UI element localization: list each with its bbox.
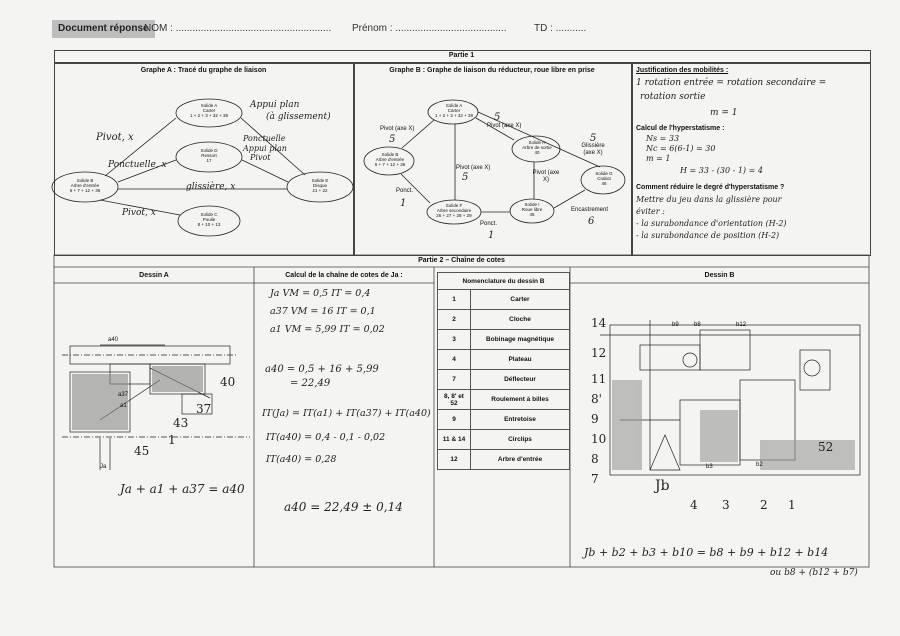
dessin-b-part-number: 8' [591,392,602,406]
nomenclature-row [438,450,570,470]
prenom-field[interactable]: Prénom : ........................................ [352,23,507,34]
dessin-b-part-number: 11 [591,372,607,386]
graph-b-node-g-label: Solide G Crabot 46 [595,171,613,186]
graph-b-hw: 1 [488,230,495,241]
dessin-a-part-number: 1 [168,433,176,447]
dessin-a-label: a40 [108,337,119,343]
graph-a-node-e-label: Solide E Disque 21 + 22 [311,178,329,193]
graph-a-hw-ponctuelle-2: Ponctuelle [243,134,286,143]
calcul-hw: IT(a40) = 0,4 - 0,1 - 0,02 [266,432,386,443]
graph-b-liaison: Glissière (axe X) [581,143,605,156]
partie2-title: Partie 2 – Chaîne de cotes [418,257,505,264]
justif-hw-1: 1 rotation entrée = rotation secondaire = [636,78,827,88]
dessin-b-part-number: 4 [690,498,698,512]
graph-b-liaison: Ponct. [480,221,498,227]
td-field[interactable]: TD : ........... [534,23,587,34]
graph-a-hw-pivot-2: Pivot [250,153,271,162]
graph-a-node-d-label: Solide D Ressort 17 [200,148,218,163]
reduire-hw-4: - la surabondance de position (H-2) [636,231,780,240]
dessin-a-hw-chain: Ja + a1 + a37 = a40 [120,482,245,496]
reduire-title: Comment réduire le degré d'hyperstatisme ? [636,184,785,191]
graph-b-hw: 6 [588,216,595,227]
nomenclature-row [438,290,570,310]
graph-b-liaison: Pivot (axe X) [532,170,560,183]
dessin-a-part-number: 43 [173,416,189,430]
calcul-hw: IT(a40) = 0,28 [266,454,337,465]
nomenclature-number: 3 [438,330,471,350]
nomenclature-number: 12 [438,450,471,470]
dessin-b-hw-chain: Jb + b2 + b3 + b10 = b8 + b9 + b12 + b14 [584,546,829,559]
nomenclature-number: 1 [438,290,471,310]
graph-a-hw-appui: Appui plan [250,100,300,110]
dessin-a-label: Ja [100,464,107,470]
hyper-hw-m: m = 1 [646,154,671,163]
graph-b-node-h-label: Solide H Arbre de sortie 40 [522,140,552,155]
graph-b-node-a-label: Solide A Carter 1 + 2 + 3 + 32 + 38 [434,103,474,118]
dessin-b-part-number: 7 [591,472,599,486]
graph-a-hw-appui-2: Appui plan [243,144,287,153]
justif-title: Justification des mobilités : [636,67,729,74]
graph-b-node-i-label: Solide I Roue libre 45 [521,202,543,217]
dessin-b-part-number: 9 [591,412,599,426]
nomenclature-designation: Arbre d'entrée [471,450,570,470]
reduire-hw-2: éviter : [636,207,665,216]
graph-a-hw-glissiere: glissière, x [186,182,236,192]
nomenclature-designation: Circlips [471,430,570,450]
nomenclature-designation: Cloche [471,310,570,330]
graph-a-edge [242,160,288,182]
dessin-b-part-number: 8 [591,452,599,466]
graph-a-hw-pivot-3: Pivot, x [122,208,156,218]
dessin-a-label: a1 [120,403,127,409]
dessin-b-hatch [760,440,855,470]
graph-b-hw: 5 [389,134,396,145]
dessin-a-part-number: 45 [134,444,150,458]
graph-a-hw-pivot: Pivot, x [96,132,134,143]
dessin-a-hatch [72,374,128,430]
graph-b-title: Graphe B : Graphe de liaison du réducteur, roue libre en prise [389,67,595,74]
nomenclature-row [438,310,570,330]
nomenclature-number: 4 [438,350,471,370]
justif-hw-2: rotation sortie [640,92,706,102]
partie1-title: Partie 1 [448,52,475,59]
nomenclature-row [438,370,570,390]
nomenclature-title: Nomenclature du dessin B [438,273,570,290]
graph-a-node-a-label: Solide A Carter 1 + 2 + 3 + 32 + 38 [189,103,229,118]
dessin-b-hw-alt: ou b8 + (b12 + b7) [770,568,858,578]
calcul-hw: IT(Ja) = IT(a1) + IT(a37) + IT(a40) [262,408,431,419]
calcul-hw: a1 VM = 5,99 IT = 0,02 [270,324,385,335]
dessin-b-part-number: 1 [788,498,796,512]
graph-a-hw-ponctuelle: Ponctuelle, x [108,160,167,170]
nomenclature-row [438,410,570,430]
reduire-hw-3: - la surabondance d'orientation (H-2) [636,219,787,228]
document-tag: Document réponse [52,20,155,38]
dessin-a-label: a37 [118,392,129,398]
dessin-b-part-number: 2 [760,498,768,512]
dessin-b-part-number: 14 [591,316,607,330]
nomenclature-number: 7 [438,370,471,390]
nomenclature-row [438,390,570,410]
dessin-b-title: Dessin B [704,272,735,279]
dessin-b-dim: b8 [694,322,701,328]
dessin-b-hatch [700,410,738,462]
dessin-a-part-number: 40 [220,375,236,389]
dessin-b-dim: b2 [756,462,763,468]
graph-b-edge [402,120,434,148]
dessin-a-hatch [152,366,203,392]
nomenclature-number: 2 [438,310,471,330]
graph-a-node-c-label: Solide C Poulie 8 + 10 + 13 [197,212,221,227]
dessin-a-part-number: 37 [196,402,212,416]
dessin-b-part-number: 12 [591,346,607,360]
hyper-hw-h: H = 33 - (30 - 1) = 4 [680,166,763,175]
graph-a-hw-glissement: (à glissement) [266,112,331,122]
nomenclature-designation: Déflecteur [471,370,570,390]
hyper-title: Calcul de l'hyperstatisme : [636,125,725,132]
nomenclature-number: 11 & 14 [438,430,471,450]
nomenclature-designation: Bobinage magnétique [471,330,570,350]
calcul-title: Calcul de la chaîne de cotes de Ja : [285,272,403,279]
nom-field[interactable]: NOM : ........................................................ [144,23,332,34]
calcul-hw: a37 VM = 16 IT = 0,1 [270,306,376,317]
graph-b-node-b-label: Solide B Arbre d'entrée 6 + 7 + 12 + 36 [374,152,406,167]
graph-b-hw: 5 [462,172,469,183]
calcul-hw: Ja VM = 0,5 IT = 0,4 [270,288,371,299]
nomenclature-number: 9 [438,410,471,430]
graph-b-liaison: Pivot (axe X) [456,165,491,171]
dessin-a-title: Dessin A [139,272,169,279]
nomenclature-designation: Roulement à billes [471,390,570,410]
calcul-hw: a40 = 22,49 ± 0,14 [284,500,403,514]
calcul-hw: a40 = 0,5 + 16 + 5,99 [265,364,379,375]
justif-hw-3: m = 1 [710,108,738,118]
nomenclature-row [438,350,570,370]
nomenclature-designation: Plateau [471,350,570,370]
nomenclature-number: 8, 8' et 52 [438,390,471,410]
nomenclature-designation: Carter [471,290,570,310]
graph-b-liaison: Pivot (axe X) [380,126,415,132]
graph-b-edge [554,190,585,208]
graph-b-liaison: Encastrement [571,207,609,213]
nomenclature-row [438,430,570,450]
graph-b-hw: 5 [494,112,501,123]
dessin-b-hatch [612,380,642,470]
dessin-b-part-number: 3 [722,498,730,512]
dessin-b-part-number: 10 [591,432,607,446]
nomenclature-table [437,272,570,470]
dessin-b-dim: b9 [672,322,679,328]
graph-b-node-f-label: Solide F Arbre secondaire 26 + 27 + 28 + 29 [436,203,472,218]
dessin-b-dim: b3 [706,464,713,470]
graph-b-liaison: Ponct. [396,188,414,194]
reduire-hw-1: Mettre du jeu dans la glissière pour [636,195,782,204]
calcul-hw: = 22,49 [290,378,331,389]
nomenclature-designation: Entretoise [471,410,570,430]
dessin-b-part-number: 52 [818,440,834,454]
hyper-hw-ns: Ns = 33 [646,134,680,143]
graph-a-node-b-label: Solide B Arbre d'entrée 6 + 7 + 12 + 36 [69,178,101,193]
dessin-b-jb-label: Jb [655,478,670,494]
graph-b-liaison: Pivot (axe X) [487,123,522,129]
graph-b-hw: 1 [400,198,407,209]
hyper-hw-nc: Nc = 6(6-1) = 30 [646,144,716,153]
graph-b-hw: 5 [590,133,597,144]
dessin-b-dim: b12 [736,322,747,328]
graph-a-title: Graphe A : Tracé du graphe de liaison [140,67,267,74]
nomenclature-row [438,330,570,350]
